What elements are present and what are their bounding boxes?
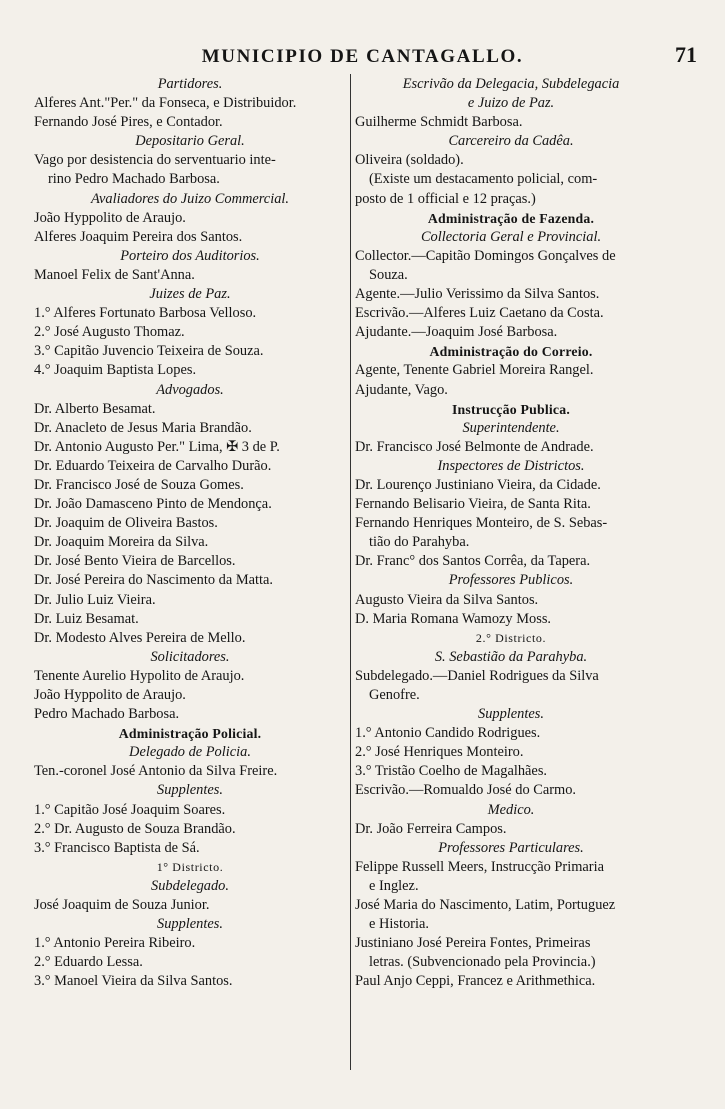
text-line: Ajudante.—Joaquim José Barbosa. (355, 324, 558, 341)
text-line: Dr. João Ferreira Campos. (355, 820, 507, 837)
text-line: José Maria do Nascimento, Latim, Portuguez (355, 897, 616, 914)
text-line: Fernando Belisario Vieira, de Santa Rita. (355, 496, 591, 513)
section-heading: Inspectores de Districtos. (437, 457, 585, 474)
text-line: Dr. Joaquim Moreira da Silva. (34, 534, 209, 551)
text-line: Dr. Modesto Alves Pereira de Mello. (34, 629, 246, 646)
text-line-continued: Souza. (369, 266, 408, 283)
text-line: Dr. Franc° dos Santos Corrêa, da Tapera. (355, 553, 591, 570)
section-heading: Superintendente. (462, 419, 560, 436)
text-line: José Joaquim de Souza Junior. (34, 897, 210, 914)
left-column (34, 75, 346, 992)
section-heading: Advogados. (156, 381, 224, 398)
text-line: Pedro Machado Barbosa. (34, 706, 180, 723)
section-heading: Escrivão da Delegacia, Subdelegacia (402, 76, 620, 92)
section-heading: Supplentes. (478, 706, 544, 723)
text-line: 2.° Dr. Augusto de Souza Brandão. (34, 820, 236, 837)
text-line: Guilherme Schmidt Barbosa. (355, 114, 523, 131)
text-line: D. Maria Romana Wamozy Moss. (355, 610, 552, 627)
section-heading: Professores Publicos. (448, 572, 574, 589)
text-line: 1.° Antonio Pereira Ribeiro. (34, 935, 196, 952)
text-line: Dr. Joaquim de Oliveira Bastos. (34, 515, 218, 532)
text-line: Oliveira (soldado). (355, 152, 464, 169)
section-heading: Carcereiro da Cadêa. (448, 133, 574, 150)
column-divider (350, 74, 351, 1070)
section-heading: Juizes de Paz. (149, 286, 231, 303)
section-heading: Depositario Geral. (135, 133, 245, 150)
section-title: Administração de Fazenda. (427, 210, 595, 226)
text-line: Ten.-coronel José Antonio da Silva Freire. (34, 763, 278, 780)
text-line: Vago por desistencia do serventuario inte- (34, 152, 276, 169)
text-line: 2.° Eduardo Lessa. (34, 954, 143, 971)
page-header (0, 40, 725, 80)
text-line: 1.° Capitão José Joaquim Soares. (34, 801, 226, 818)
text-line-continued: e Inglez. (369, 877, 419, 894)
text-line: Justiniano José Pereira Fontes, Primeiras (355, 935, 591, 952)
section-heading: Supplentes. (157, 782, 223, 799)
text-line: 4.° Joaquim Baptista Lopes. (34, 362, 197, 379)
section-heading: Partidores. (157, 76, 223, 92)
text-line: João Hyppolito de Araujo. (34, 687, 186, 703)
text-line: Alferes Ant."Per." da Fonseca, e Distribuidor. (34, 95, 297, 112)
text-line: Paul Anjo Ceppi, Francez e Arithmethica. (355, 973, 596, 990)
text-line-continued: tião do Parahyba. (369, 534, 470, 551)
text-line-continued: rino Pedro Machado Barbosa. (48, 171, 220, 188)
text-line: Tenente Aurelio Hypolito de Araujo. (34, 667, 245, 684)
text-line: Dr. João Damasceno Pinto de Mendonça. (34, 496, 272, 513)
text-line: 3.° Capitão Juvencio Teixeira de Souza. (34, 343, 264, 360)
section-heading: S. Sebastião da Parahyba. (434, 648, 588, 665)
text-line: Dr. Lourenço Justiniano Vieira, da Cidade. (355, 476, 601, 493)
text-line: Dr. José Bento Vieira de Barcellos. (34, 553, 236, 570)
text-line: Agente.—Julio Verissimo da Silva Santos. (355, 286, 600, 303)
text-line: Manoel Felix de Sant'Anna. (34, 266, 195, 283)
section-heading: Medico. (487, 801, 535, 818)
text-line: Dr. Alberto Besamat. (34, 400, 156, 417)
text-line: Escrivão.—Romualdo José do Carmo. (355, 782, 577, 799)
section-heading: Subdelegado. (151, 877, 229, 894)
district-heading: 1° Districto. (156, 859, 224, 874)
text-line: 1.° Antonio Candido Rodrigues. (355, 725, 541, 742)
section-heading: Solicitadores. (150, 648, 230, 665)
text-line: Agente, Tenente Gabriel Moreira Rangel. (355, 362, 594, 379)
section-heading: Supplentes. (157, 916, 223, 933)
text-line-continued: letras. (Subvencionado pela Provincia.) (369, 954, 596, 971)
text-line: Subdelegado.—Daniel Rodrigues da Silva (355, 667, 599, 684)
text-line-continued: e Historia. (369, 916, 429, 933)
text-line: Dr. Antonio Augusto Per." Lima, ✠ 3 de P. (34, 438, 280, 455)
text-line: Dr. Francisco José Belmonte de Andrade. (355, 438, 594, 455)
text-line: 3.° Manoel Vieira da Silva Santos. (34, 973, 233, 990)
section-heading: Porteiro dos Auditorios. (120, 247, 260, 264)
text-line: Dr. Julio Luiz Vieira. (34, 591, 156, 608)
text-line: Dr. Eduardo Teixeira de Carvalho Durão. (34, 457, 272, 474)
text-line: Dr. Luiz Besamat. (34, 610, 139, 627)
section-heading: Avaliadores do Juizo Commercial. (91, 190, 289, 207)
text-line: Dr. Anacleto de Jesus Maria Brandão. (34, 419, 252, 436)
section-title: Administração do Correio. (429, 344, 593, 360)
text-line: Dr. José Pereira do Nascimento da Matta. (34, 572, 273, 589)
text-line: Fernando Henriques Monteiro, de S. Sebas- (355, 515, 608, 532)
text-line: Felippe Russell Meers, Instrucção Primaria (355, 858, 604, 875)
running-title: MUNICIPIO DE CANTAGALLO. (201, 46, 524, 67)
section-title: Instrucção Publica. (451, 401, 570, 417)
text-line: 1.° Alferes Fortunato Barbosa Velloso. (34, 305, 257, 322)
section-heading: Professores Particulares. (438, 839, 584, 856)
text-line: posto de 1 official e 12 praças.) (355, 190, 536, 207)
section-heading: Delegado de Policia. (129, 744, 251, 761)
text-line: 2.° José Augusto Thomaz. (34, 324, 185, 341)
text-line: 2.° José Henriques Monteiro. (355, 744, 524, 761)
text-line: João Hyppolito de Araujo. (34, 209, 186, 226)
right-column (355, 75, 667, 992)
text-line: Fernando José Pires, e Contador. (34, 114, 223, 131)
section-heading: Collectoria Geral e Provincial. (420, 228, 602, 245)
text-line: 3.° Tristão Coelho de Magalhães. (355, 763, 548, 780)
text-line: Escrivão.—Alferes Luiz Caetano da Costa. (355, 305, 604, 322)
section-title: Administração Policial. (118, 726, 262, 742)
text-line: Dr. Francisco José de Souza Gomes. (34, 476, 244, 493)
text-line: Augusto Vieira da Silva Santos. (355, 591, 539, 608)
text-line-continued: (Existe um destacamento policial, com- (369, 171, 598, 188)
text-line: Alferes Joaquim Pereira dos Santos. (34, 228, 243, 245)
text-line: Ajudante, Vago. (355, 381, 448, 398)
text-line-continued: Genofre. (369, 687, 420, 703)
district-heading: 2.° Districto. (475, 630, 547, 645)
text-line: Collector.—Capitão Domingos Gonçalves de (355, 247, 616, 264)
page-number: 71 (675, 42, 697, 67)
section-heading: e Juizo de Paz. (467, 95, 555, 112)
text-line: 3.° Francisco Baptista de Sá. (34, 839, 200, 856)
